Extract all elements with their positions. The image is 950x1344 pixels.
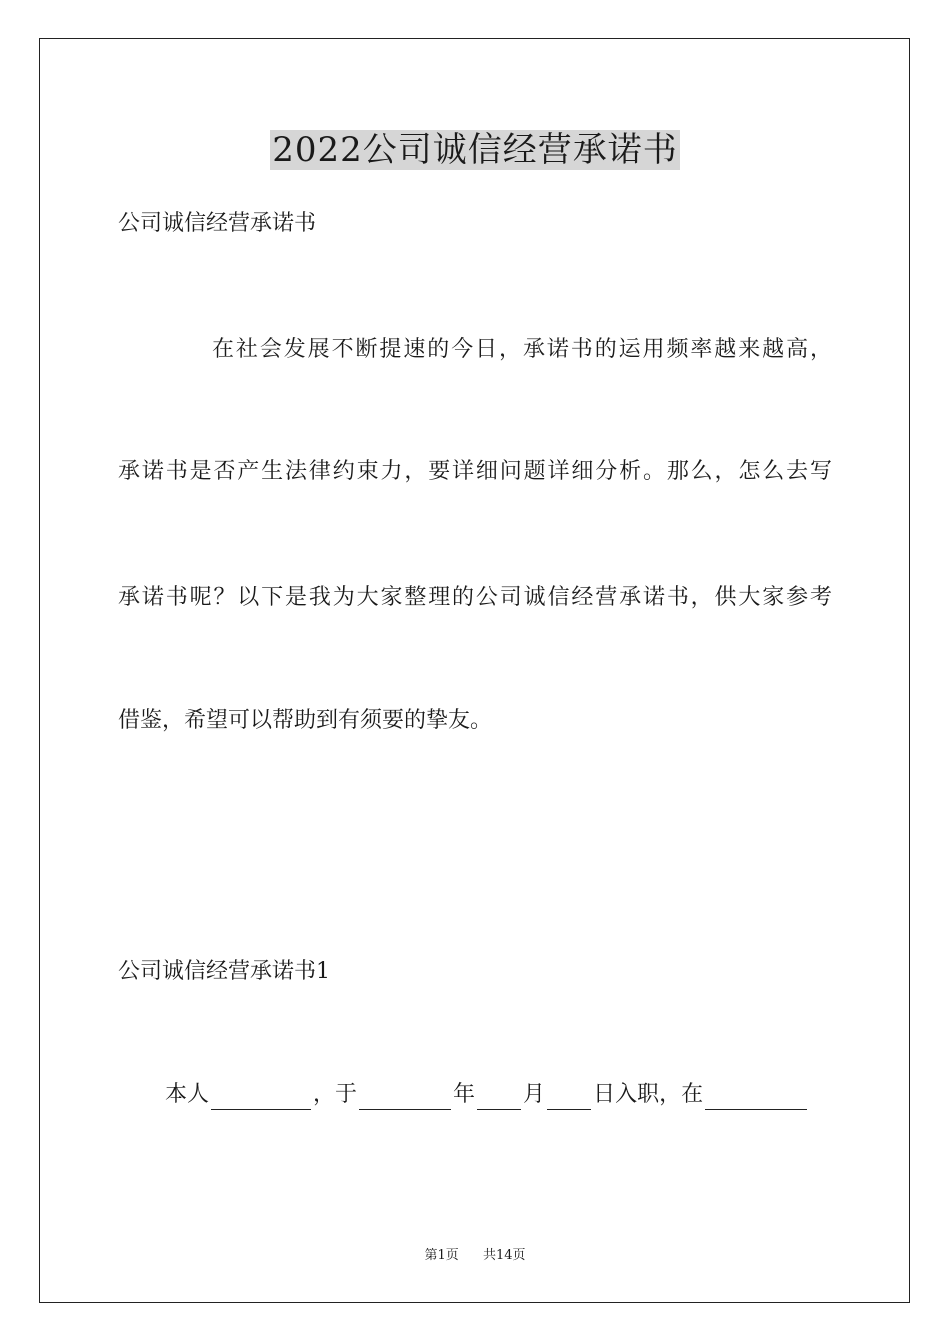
day-blank[interactable] [547,1087,591,1110]
name-blank[interactable] [211,1087,311,1110]
intro-line-1: 在社会发展不断提速的今日，承诺书的运用频率越来越高， [212,337,832,362]
form-text-day-joined-at: 日入职，在 [593,1082,704,1107]
page-number: 第1页 [424,1248,459,1263]
form-text-month: 月 [523,1082,546,1107]
intro-line-4: 借鉴，希望可以帮助到有须要的挚友。 [118,708,493,733]
document-title-text: 2022公司诚信经营承诺书 [272,130,678,170]
document-subtitle: 公司诚信经营承诺书 [118,211,317,236]
intro-line-2: 承诺书是否产生法律约束力，要详细问题详细分析。那么，怎么去写 [118,459,832,484]
month-blank[interactable] [477,1087,521,1110]
form-text-self: 本人 [165,1082,210,1107]
total-pages: 共14页 [483,1248,526,1263]
year-blank[interactable] [359,1087,451,1110]
intro-line-3: 承诺书呢？以下是我为大家整理的公司诚信经营承诺书，供大家参考 [118,585,832,610]
department-blank[interactable] [705,1087,807,1110]
form-text-year: 年 [453,1082,476,1107]
section-heading: 公司诚信经营承诺书1 [118,959,330,984]
page-footer [0,1247,950,1265]
form-text-on: ，于 [313,1082,358,1107]
employee-pledge-form-line [165,1080,835,1110]
document-title [0,128,950,172]
